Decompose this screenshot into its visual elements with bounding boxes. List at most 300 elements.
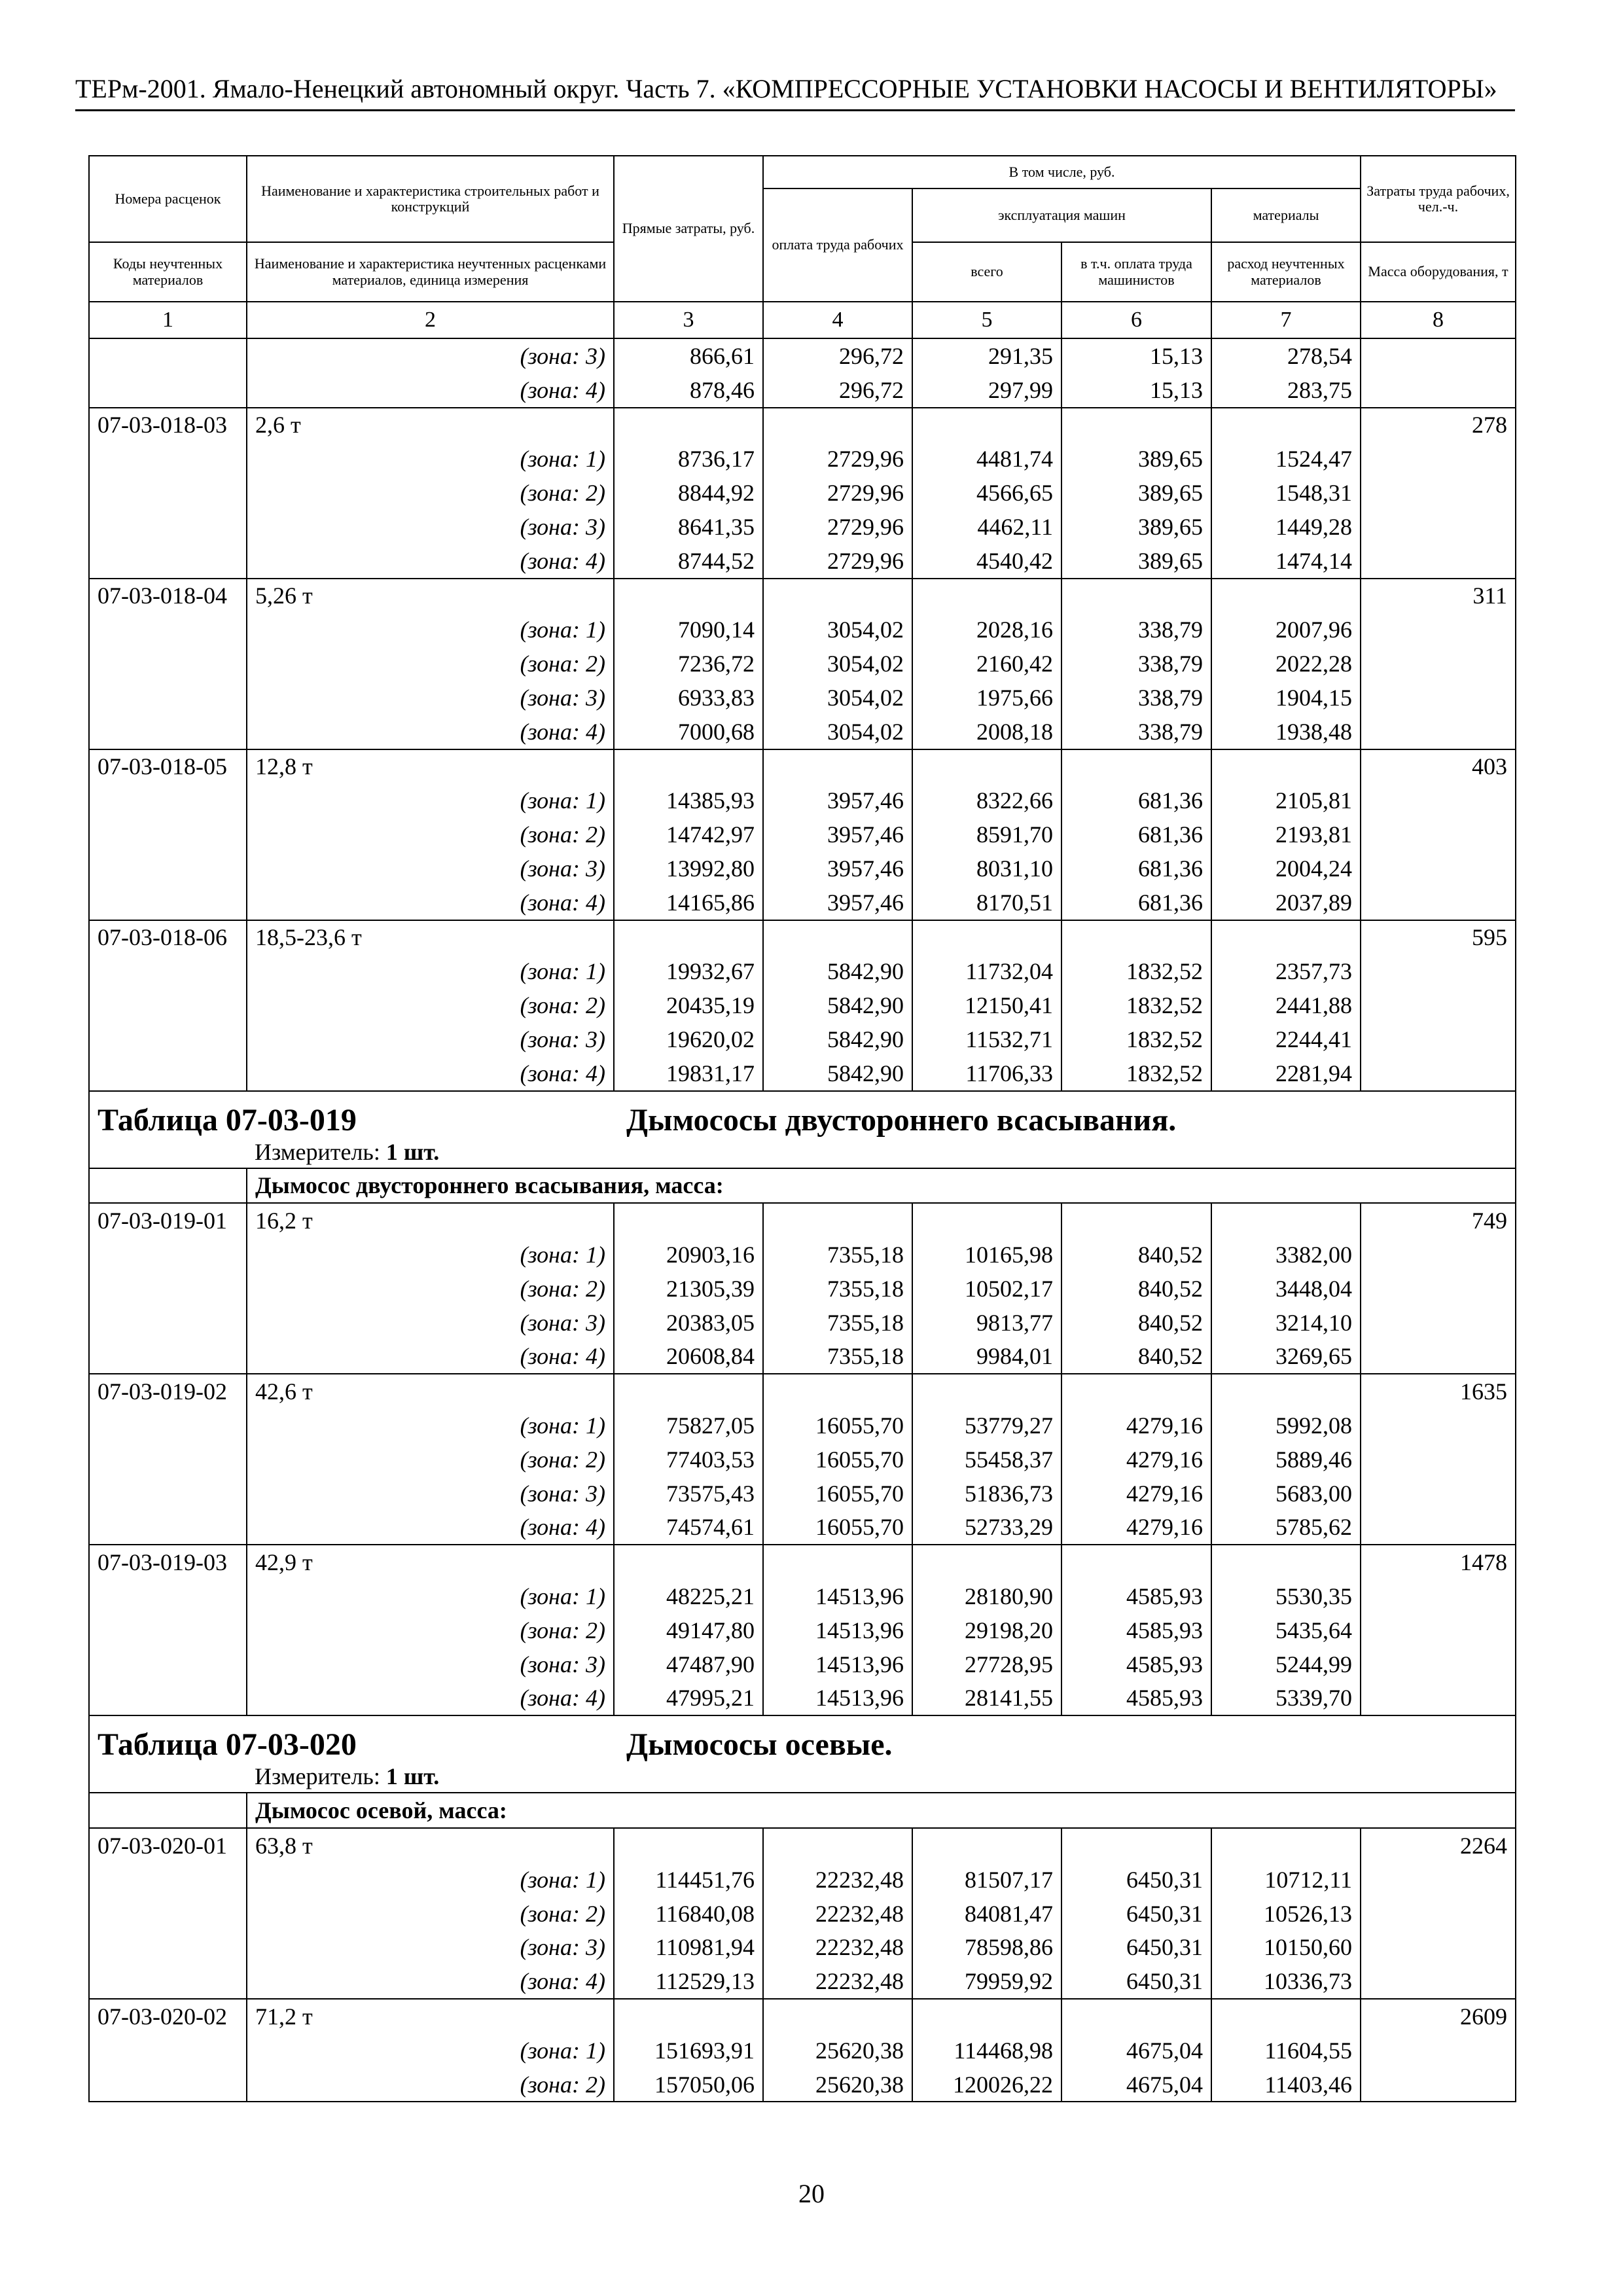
code-cell xyxy=(89,886,247,920)
zone-label: (зона: 3) xyxy=(247,338,614,373)
mass-cell xyxy=(1361,1238,1516,1272)
table-row xyxy=(89,1647,1516,1681)
empty-cell xyxy=(763,1545,912,1579)
code-cell xyxy=(89,1930,247,1964)
table-row xyxy=(89,442,1516,476)
code-cell xyxy=(89,1477,247,1511)
rate-code: 07-03-019-01 xyxy=(89,1203,247,1238)
machine-total: 11532,71 xyxy=(912,1022,1061,1056)
machine-total: 4481,74 xyxy=(912,442,1061,476)
empty-cell xyxy=(763,408,912,442)
rate-code: 07-03-020-01 xyxy=(89,1828,247,1863)
empty-cell xyxy=(1061,408,1211,442)
materials-cost: 1524,47 xyxy=(1211,442,1361,476)
empty-cell xyxy=(1211,579,1361,613)
machine-total: 4540,42 xyxy=(912,544,1061,579)
table-row xyxy=(89,852,1516,886)
empty-cell xyxy=(912,408,1061,442)
table-row xyxy=(89,1681,1516,1715)
empty-cell xyxy=(1211,1203,1361,1238)
empty-cell xyxy=(912,920,1061,955)
measure xyxy=(98,1765,1507,1788)
empty-cell xyxy=(1211,1828,1361,1863)
machine-total: 114468,98 xyxy=(912,2034,1061,2068)
code-cell xyxy=(89,1681,247,1715)
machinist-pay: 1832,52 xyxy=(1061,954,1211,988)
materials-cost: 278,54 xyxy=(1211,338,1361,373)
mass-cell xyxy=(1361,613,1516,647)
machinist-pay: 4279,16 xyxy=(1061,1408,1211,1443)
machine-total: 55458,37 xyxy=(912,1443,1061,1477)
materials-cost: 11403,46 xyxy=(1211,2068,1361,2102)
materials-cost: 1938,48 xyxy=(1211,715,1361,749)
mass-cell xyxy=(1361,681,1516,715)
machine-total: 51836,73 xyxy=(912,1477,1061,1511)
col-num-1: 1 xyxy=(89,302,247,338)
labor-pay: 2729,96 xyxy=(763,442,912,476)
col-pay: оплата труда рабочих xyxy=(763,188,912,302)
machinist-pay: 4279,16 xyxy=(1061,1477,1211,1511)
machine-total: 4566,65 xyxy=(912,476,1061,510)
materials-cost: 1449,28 xyxy=(1211,510,1361,544)
machinist-pay: 4585,93 xyxy=(1061,1579,1211,1613)
machinist-pay: 840,52 xyxy=(1061,1238,1211,1272)
empty-cell xyxy=(763,749,912,784)
zone-label: (зона: 2) xyxy=(247,647,614,681)
materials-cost: 10336,73 xyxy=(1211,1964,1361,1999)
machinist-pay: 15,13 xyxy=(1061,338,1211,373)
code-cell xyxy=(89,1863,247,1897)
materials-cost: 2441,88 xyxy=(1211,988,1361,1022)
labor-pay: 22232,48 xyxy=(763,1863,912,1897)
machine-total: 11706,33 xyxy=(912,1056,1061,1091)
machine-total: 8322,66 xyxy=(912,783,1061,817)
labor-pay: 2729,96 xyxy=(763,510,912,544)
rate-code: 07-03-018-05 xyxy=(89,749,247,784)
machine-total: 11732,04 xyxy=(912,954,1061,988)
zone-label: (зона: 2) xyxy=(247,476,614,510)
col-consumption: расход неучтенных материалов xyxy=(1211,242,1361,302)
code-cell xyxy=(89,1897,247,1931)
table-row xyxy=(89,2068,1516,2102)
direct-cost: 151693,91 xyxy=(614,2034,763,2068)
machine-total: 9813,77 xyxy=(912,1306,1061,1340)
zone-label: (зона: 3) xyxy=(247,1647,614,1681)
direct-cost: 8736,17 xyxy=(614,442,763,476)
empty-cell xyxy=(614,579,763,613)
materials-cost: 2244,41 xyxy=(1211,1022,1361,1056)
mass-cell xyxy=(1361,1579,1516,1613)
table-row xyxy=(89,1091,1516,1168)
rate-mass: 2264 xyxy=(1361,1828,1516,1863)
direct-cost: 866,61 xyxy=(614,338,763,373)
machine-total: 28141,55 xyxy=(912,1681,1061,1715)
direct-cost: 20383,05 xyxy=(614,1306,763,1340)
code-cell xyxy=(89,1579,247,1613)
machinist-pay: 4279,16 xyxy=(1061,1511,1211,1545)
direct-cost: 74574,61 xyxy=(614,1511,763,1545)
table-row xyxy=(89,1613,1516,1647)
materials-cost: 5435,64 xyxy=(1211,1613,1361,1647)
direct-cost: 73575,43 xyxy=(614,1477,763,1511)
empty-cell xyxy=(763,1828,912,1863)
table-row xyxy=(89,373,1516,408)
empty-cell xyxy=(912,1545,1061,1579)
empty-cell xyxy=(1061,1203,1211,1238)
labor-pay: 22232,48 xyxy=(763,1964,912,1999)
mass-cell xyxy=(1361,1443,1516,1477)
mass-cell xyxy=(1361,1272,1516,1306)
direct-cost: 112529,13 xyxy=(614,1964,763,1999)
direct-cost: 14742,97 xyxy=(614,817,763,852)
mass-cell xyxy=(1361,647,1516,681)
rate-mass: 403 xyxy=(1361,749,1516,784)
code-cell xyxy=(89,613,247,647)
table-row xyxy=(89,1203,1516,1238)
table-row xyxy=(89,1306,1516,1340)
code-cell xyxy=(89,647,247,681)
empty-cell xyxy=(614,1203,763,1238)
machine-total: 81507,17 xyxy=(912,1863,1061,1897)
code-cell xyxy=(89,1443,247,1477)
machine-total: 79959,92 xyxy=(912,1964,1061,1999)
machinist-pay: 389,65 xyxy=(1061,544,1211,579)
machinist-pay: 1832,52 xyxy=(1061,988,1211,1022)
table-row xyxy=(89,1545,1516,1579)
zone-label: (зона: 1) xyxy=(247,1238,614,1272)
table-row xyxy=(89,1340,1516,1374)
direct-cost: 14385,93 xyxy=(614,783,763,817)
table-row xyxy=(89,783,1516,817)
code-cell xyxy=(89,1647,247,1681)
table-row xyxy=(89,1168,1516,1204)
materials-cost: 1548,31 xyxy=(1211,476,1361,510)
code-cell xyxy=(89,2034,247,2068)
zone-label: (зона: 3) xyxy=(247,1930,614,1964)
empty-cell xyxy=(912,1828,1061,1863)
table-row xyxy=(89,579,1516,613)
materials-cost: 5785,62 xyxy=(1211,1511,1361,1545)
labor-pay: 7355,18 xyxy=(763,1340,912,1374)
empty-cell xyxy=(1211,1545,1361,1579)
mass-cell xyxy=(1361,886,1516,920)
table-title: Таблица 07-03-019 xyxy=(98,1102,357,1138)
labor-pay: 22232,48 xyxy=(763,1897,912,1931)
machine-total: 10502,17 xyxy=(912,1272,1061,1306)
code-cell xyxy=(89,1340,247,1374)
machinist-pay: 338,79 xyxy=(1061,681,1211,715)
mass-cell xyxy=(1361,1056,1516,1091)
mass-cell xyxy=(1361,1863,1516,1897)
table-row xyxy=(89,749,1516,784)
code-cell xyxy=(89,817,247,852)
zone-label: (зона: 2) xyxy=(247,1613,614,1647)
empty-cell xyxy=(1061,920,1211,955)
rate-code: 07-03-019-02 xyxy=(89,1374,247,1408)
zone-label: (зона: 1) xyxy=(247,1408,614,1443)
mass-cell xyxy=(1361,1613,1516,1647)
zone-label: (зона: 2) xyxy=(247,817,614,852)
col-direct: Прямые затраты, руб. xyxy=(614,156,763,302)
empty-cell xyxy=(1211,749,1361,784)
rate-code: 07-03-018-03 xyxy=(89,408,247,442)
mass-cell xyxy=(1361,1647,1516,1681)
mass-cell xyxy=(1361,1022,1516,1056)
mass-cell xyxy=(1361,2068,1516,2102)
empty-cell xyxy=(1061,1828,1211,1863)
table-row xyxy=(89,886,1516,920)
machinist-pay: 389,65 xyxy=(1061,476,1211,510)
code-cell xyxy=(89,510,247,544)
empty-cell xyxy=(763,1999,912,2034)
rate-mass: 311 xyxy=(1361,579,1516,613)
empty-cell xyxy=(912,1203,1061,1238)
code-cell xyxy=(89,1022,247,1056)
code-cell xyxy=(89,783,247,817)
code-cell xyxy=(89,476,247,510)
mass-cell xyxy=(1361,442,1516,476)
mass-cell xyxy=(1361,373,1516,408)
machine-total: 9984,01 xyxy=(912,1340,1061,1374)
rate-name: 16,2 т xyxy=(247,1203,614,1238)
machinist-pay: 6450,31 xyxy=(1061,1930,1211,1964)
direct-cost: 75827,05 xyxy=(614,1408,763,1443)
table-row xyxy=(89,647,1516,681)
col-num-5: 5 xyxy=(912,302,1061,338)
direct-cost: 7090,14 xyxy=(614,613,763,647)
table-title: Таблица 07-03-020 xyxy=(98,1727,357,1763)
labor-pay: 3054,02 xyxy=(763,681,912,715)
labor-pay: 5842,90 xyxy=(763,988,912,1022)
materials-cost: 5244,99 xyxy=(1211,1647,1361,1681)
empty-cell xyxy=(614,408,763,442)
table-row xyxy=(89,2034,1516,2068)
zone-label: (зона: 2) xyxy=(247,1443,614,1477)
mass-cell xyxy=(1361,1930,1516,1964)
machine-total: 2028,16 xyxy=(912,613,1061,647)
empty-cell xyxy=(763,579,912,613)
rate-name: 5,26 т xyxy=(247,579,614,613)
materials-cost: 3269,65 xyxy=(1211,1340,1361,1374)
mass-cell xyxy=(1361,1964,1516,1999)
zone-label: (зона: 1) xyxy=(247,783,614,817)
col-incl-pay: в т.ч. оплата труда машинистов xyxy=(1061,242,1211,302)
rate-mass: 595 xyxy=(1361,920,1516,955)
table-row xyxy=(89,1930,1516,1964)
machinist-pay: 389,65 xyxy=(1061,510,1211,544)
machinist-pay: 6450,31 xyxy=(1061,1964,1211,1999)
labor-pay: 16055,70 xyxy=(763,1477,912,1511)
subsection-heading: Дымосос двустороннего всасывания, масса: xyxy=(247,1168,1516,1204)
empty-cell xyxy=(1061,1999,1211,2034)
materials-cost: 1474,14 xyxy=(1211,544,1361,579)
machine-total: 29198,20 xyxy=(912,1613,1061,1647)
materials-cost: 3382,00 xyxy=(1211,1238,1361,1272)
machine-total: 4462,11 xyxy=(912,510,1061,544)
labor-pay: 7355,18 xyxy=(763,1238,912,1272)
labor-pay: 16055,70 xyxy=(763,1408,912,1443)
direct-cost: 114451,76 xyxy=(614,1863,763,1897)
empty-cell xyxy=(614,749,763,784)
subsection-heading: Дымосос осевой, масса: xyxy=(247,1793,1516,1828)
labor-pay: 14513,96 xyxy=(763,1647,912,1681)
labor-pay: 3054,02 xyxy=(763,613,912,647)
col-rate-numbers: Номера расценок xyxy=(89,156,247,242)
labor-pay: 14513,96 xyxy=(763,1613,912,1647)
empty-cell xyxy=(89,1168,247,1204)
col-codes: Коды неучтенных материалов xyxy=(89,242,247,302)
mass-cell xyxy=(1361,817,1516,852)
col-mass: Масса оборудования, т xyxy=(1361,242,1516,302)
machine-total: 12150,41 xyxy=(912,988,1061,1022)
mass-cell xyxy=(1361,954,1516,988)
machinist-pay: 338,79 xyxy=(1061,647,1211,681)
machinist-pay: 4585,93 xyxy=(1061,1681,1211,1715)
materials-cost: 2022,28 xyxy=(1211,647,1361,681)
direct-cost: 19831,17 xyxy=(614,1056,763,1091)
code-cell xyxy=(89,2068,247,2102)
materials-cost: 10712,11 xyxy=(1211,1863,1361,1897)
materials-cost: 283,75 xyxy=(1211,373,1361,408)
materials-cost: 10526,13 xyxy=(1211,1897,1361,1931)
table-row xyxy=(89,1999,1516,2034)
labor-pay: 296,72 xyxy=(763,338,912,373)
direct-cost: 7000,68 xyxy=(614,715,763,749)
direct-cost: 8844,92 xyxy=(614,476,763,510)
mass-cell xyxy=(1361,2034,1516,2068)
machine-total: 52733,29 xyxy=(912,1511,1061,1545)
col-num-2: 2 xyxy=(247,302,614,338)
table-row xyxy=(89,954,1516,988)
machine-total: 2008,18 xyxy=(912,715,1061,749)
machinist-pay: 6450,31 xyxy=(1061,1863,1211,1897)
zone-label: (зона: 4) xyxy=(247,886,614,920)
materials-cost: 3214,10 xyxy=(1211,1306,1361,1340)
materials-cost: 11604,55 xyxy=(1211,2034,1361,2068)
price-table xyxy=(88,155,1516,2102)
machinist-pay: 840,52 xyxy=(1061,1340,1211,1374)
mass-cell xyxy=(1361,852,1516,886)
labor-pay: 14513,96 xyxy=(763,1579,912,1613)
machine-total: 10165,98 xyxy=(912,1238,1061,1272)
rate-name: 12,8 т xyxy=(247,749,614,784)
direct-cost: 49147,80 xyxy=(614,1613,763,1647)
code-cell xyxy=(89,1272,247,1306)
empty-cell xyxy=(763,1374,912,1408)
labor-pay: 16055,70 xyxy=(763,1511,912,1545)
table-row xyxy=(89,1897,1516,1931)
machine-total: 53779,27 xyxy=(912,1408,1061,1443)
table-row xyxy=(89,1828,1516,1863)
direct-cost: 20903,16 xyxy=(614,1238,763,1272)
table-row xyxy=(89,1056,1516,1091)
rate-name: 2,6 т xyxy=(247,408,614,442)
empty-cell xyxy=(912,1999,1061,2034)
rate-mass: 1478 xyxy=(1361,1545,1516,1579)
table-name: Дымососы двустороннего всасывания. xyxy=(626,1102,1177,1138)
zone-label: (зона: 1) xyxy=(247,613,614,647)
mass-cell xyxy=(1361,1408,1516,1443)
labor-pay: 3054,02 xyxy=(763,715,912,749)
col-num-8: 8 xyxy=(1361,302,1516,338)
zone-label: (зона: 2) xyxy=(247,1272,614,1306)
machinist-pay: 681,36 xyxy=(1061,817,1211,852)
direct-cost: 878,46 xyxy=(614,373,763,408)
table-row xyxy=(89,1238,1516,1272)
materials-cost: 2281,94 xyxy=(1211,1056,1361,1091)
empty-cell xyxy=(1211,920,1361,955)
materials-cost: 1904,15 xyxy=(1211,681,1361,715)
machine-total: 8170,51 xyxy=(912,886,1061,920)
materials-cost: 5992,08 xyxy=(1211,1408,1361,1443)
table-row xyxy=(89,681,1516,715)
measure-value: 1 шт. xyxy=(385,1138,440,1165)
materials-cost: 2193,81 xyxy=(1211,817,1361,852)
rate-mass: 2609 xyxy=(1361,1999,1516,2034)
empty-cell xyxy=(1211,408,1361,442)
direct-cost: 110981,94 xyxy=(614,1930,763,1964)
materials-cost: 10150,60 xyxy=(1211,1930,1361,1964)
table-row xyxy=(89,1863,1516,1897)
table-row xyxy=(89,338,1516,373)
zone-label: (зона: 3) xyxy=(247,681,614,715)
empty-cell xyxy=(614,1545,763,1579)
code-cell xyxy=(89,1964,247,1999)
code-cell xyxy=(89,544,247,579)
zone-label: (зона: 3) xyxy=(247,1306,614,1340)
code-cell xyxy=(89,1613,247,1647)
zone-label: (зона: 4) xyxy=(247,544,614,579)
machinist-pay: 4675,04 xyxy=(1061,2068,1211,2102)
machinist-pay: 6450,31 xyxy=(1061,1897,1211,1931)
rate-code: 07-03-019-03 xyxy=(89,1545,247,1579)
empty-cell xyxy=(1061,1374,1211,1408)
table-row xyxy=(89,817,1516,852)
col-materials: материалы xyxy=(1211,188,1361,242)
rate-name: 63,8 т xyxy=(247,1828,614,1863)
page-number: 20 xyxy=(798,2179,825,2208)
code-cell xyxy=(89,1408,247,1443)
machinist-pay: 4585,93 xyxy=(1061,1613,1211,1647)
empty-cell xyxy=(614,1999,763,2034)
zone-label: (зона: 3) xyxy=(247,510,614,544)
direct-cost: 20435,19 xyxy=(614,988,763,1022)
zone-label: (зона: 3) xyxy=(247,1477,614,1511)
table-row xyxy=(89,1511,1516,1545)
table-row xyxy=(89,544,1516,579)
empty-cell xyxy=(912,1374,1061,1408)
table-row xyxy=(89,1579,1516,1613)
machinist-pay: 681,36 xyxy=(1061,886,1211,920)
labor-pay: 5842,90 xyxy=(763,954,912,988)
zone-label: (зона: 1) xyxy=(247,1579,614,1613)
empty-cell xyxy=(614,1374,763,1408)
code-cell xyxy=(89,1238,247,1272)
rate-mass: 749 xyxy=(1361,1203,1516,1238)
table-row xyxy=(89,1022,1516,1056)
direct-cost: 20608,84 xyxy=(614,1340,763,1374)
direct-cost: 157050,06 xyxy=(614,2068,763,2102)
col-num-4: 4 xyxy=(763,302,912,338)
code-cell xyxy=(89,338,247,373)
rate-code: 07-03-018-06 xyxy=(89,920,247,955)
machinist-pay: 4675,04 xyxy=(1061,2034,1211,2068)
col-num-6: 6 xyxy=(1061,302,1211,338)
direct-cost: 47995,21 xyxy=(614,1681,763,1715)
zone-label: (зона: 4) xyxy=(247,1056,614,1091)
zone-label: (зона: 2) xyxy=(247,988,614,1022)
mass-cell xyxy=(1361,1477,1516,1511)
